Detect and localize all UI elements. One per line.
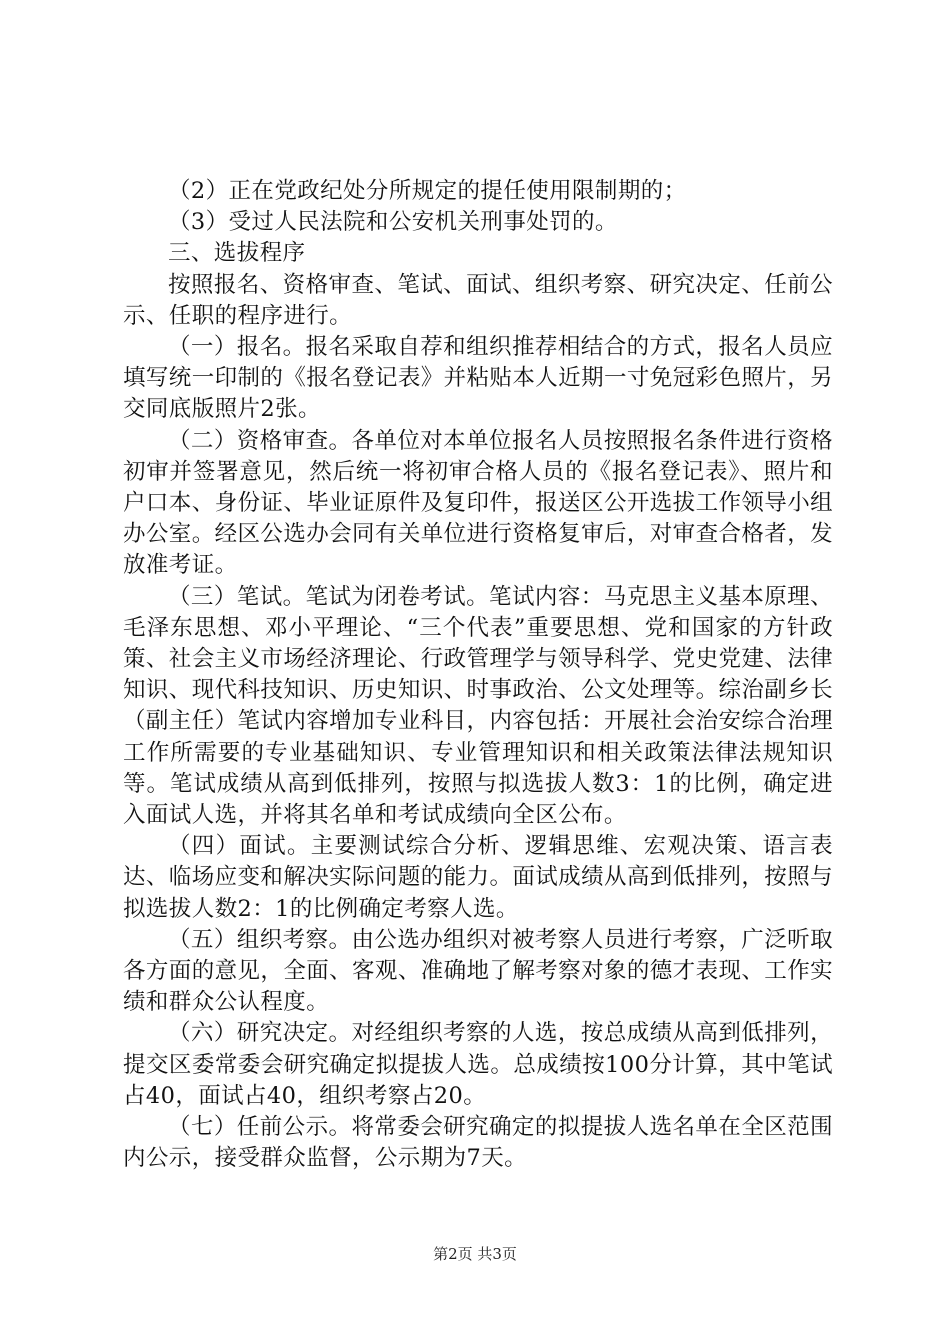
paragraph-research-decision: （六）研究决定。对经组织考察的人选，按总成绩从高到低排列，提交区委常委会研究确定拟提拔人选。总成绩按100分计算，其中笔试占40，面试占40，组织考察占20。: [123, 1020, 833, 1109]
paragraph-written-exam: （三）笔试。笔试为闭卷考试。笔试内容：马克思主义基本原理、毛泽东思想、邓小平理论、“三个代表”重要思想、党和国家的方针政策、社会主义市场经济理论、行政管理学与领导科学、党史党建、法律知识、现代科技知识、历史知识、时事政治、公文处理等。综治副乡长（副主任）笔试内容增加专业科目，内容包括：开展社会治安综合治理工作所需要的专业基础知识、专业管理知识和相关政策法律法规知识等。笔试成绩从高到低排列，按照与拟选拔人数3：1的比例，确定进入面试人选，并将其名单和考试成绩向全区公布。: [123, 583, 833, 829]
paragraph-item-3: （3）受过人民法院和公安机关刑事处罚的。: [168, 209, 618, 236]
paragraph-item-2: （2）正在党政纪处分所规定的提任使用限制期的；: [168, 178, 687, 204]
paragraph-pre-appointment-publicity: （七）任前公示。将常委会研究确定的拟提拔人选名单在全区范围内公示，接受群众监督，公示期为7天。: [123, 1114, 833, 1172]
paragraph-qualification-review: （二）资格审查。各单位对本单位报名人员按照报名条件进行资格初审并签署意见，然后统一将初审合格人员的《报名登记表》、照片和户口本、身份证、毕业证原件及复印件，报送区公开选拔工作领导小组办公室。经区公选办会同有关单位进行资格复审后，对审查合格者，发放准考证。: [123, 427, 833, 579]
paragraph-interview: （四）面试。主要测试综合分析、逻辑思维、宏观决策、语言表达、临场应变和解决实际问题的能力。面试成绩从高到低排列，按照与拟选拔人数2：1的比例确定考察人选。: [123, 833, 833, 922]
paragraph-procedure-overview: 按照报名、资格审查、笔试、面试、组织考察、研究决定、任前公示、任职的程序进行。: [123, 271, 833, 329]
paragraph-organizational-inspection: （五）组织考察。由公选办组织对被考察人员进行考察，广泛听取各方面的意见，全面、客观、准确地了解考察对象的德才表现、工作实绩和群众公认程度。: [123, 926, 833, 1016]
paragraph-registration: （一）报名。报名采取自荐和组织推荐相结合的方式，报名人员应填写统一印制的《报名登记表》并粘贴本人近期一寸免冠彩色照片，另交同底版照片2张。: [123, 334, 833, 423]
document-body: [123, 176, 833, 1175]
section-heading-selection-procedure: 三、选拔程序: [168, 240, 306, 267]
page-number-footer: 第2页 共3页: [433, 1245, 517, 1263]
